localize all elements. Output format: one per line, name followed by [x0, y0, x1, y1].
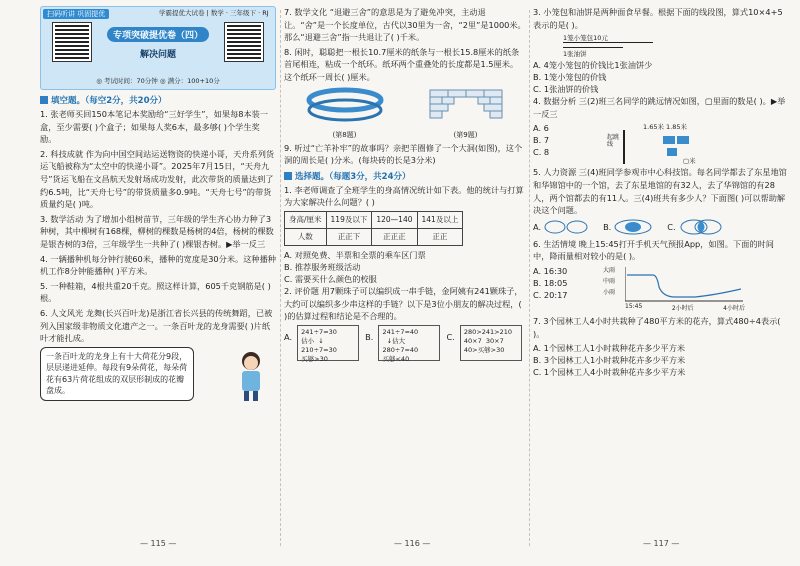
table-header: 119及以下 — [326, 211, 372, 228]
mc-question-2: 2. 评价题 用7颗珠子可以编织成一串手链，金阿姨有241颗珠子，大约可以编织多少串这样的手链？以下是3位小朋友的解决过程，( )的估算过程和结论是不合理的。 — [284, 285, 523, 322]
question-4: 4. 一辆播种机每分钟行驶60米，播种的宽度是30分米。这种播种机工作8分钟能播种( )平方米。 — [40, 253, 276, 277]
option-a[interactable]: A. 4笼小笼包的价钱比1张油饼少 — [533, 60, 653, 71]
table-cell: 正正 — [417, 228, 463, 245]
exam-subtitle: 解决问题 — [139, 50, 176, 60]
question-3: 3. 数学活动 为了增加小组树苗节，三年级的学生齐心协力种了3种树，其中柳树有168棵，柳树的棵数是杨树的4倍，杨树的棵数是银杏树的3倍，三年级学生一共种了( )棵银杏树。▶举一反三 — [40, 213, 274, 249]
chart-label: 起跳线 — [607, 134, 620, 149]
option-box[interactable]: 241÷7≈40 ↓估大 280÷7=40 买够<40 — [378, 325, 440, 361]
axis-tick-label: 中雨 — [603, 277, 616, 285]
venn-subset-icon[interactable] — [613, 219, 653, 235]
table-cell: 人数 — [285, 228, 327, 245]
section-icon — [40, 96, 48, 104]
axis-tick-label: 小雨 — [603, 288, 616, 296]
axis-tick-label: 2小时后 — [671, 304, 694, 312]
option-c[interactable]: C. 8 — [533, 147, 550, 158]
qr-code-icon[interactable] — [53, 23, 91, 61]
option-a[interactable]: A. 6 — [533, 123, 549, 134]
question-9: 9. 听过“亡羊补牢”的故事吗？亲把羊圈修了一个大洞(如图)，这个洞的周长是( )分米。(每块砖的长是3分米) — [284, 142, 523, 166]
option-c[interactable]: C. 1张油饼的价钱 — [533, 84, 599, 95]
option-label[interactable]: B. — [365, 331, 374, 342]
chart-label: 1.65米 1.85米 — [643, 123, 688, 132]
table-header: 120—140 — [372, 211, 417, 228]
axis-tick-label: 大雨 — [603, 266, 616, 274]
table-cell: 正正下 — [326, 228, 372, 245]
figure-caption: (第9题) — [453, 130, 478, 139]
mc-question-6: 6. 生活情境 晚上15:45打开手机天气预报App，如图。下面的时间中，降雨量相对较小的是( )。 — [533, 238, 774, 262]
option-label[interactable]: C. — [446, 331, 455, 342]
footprint-icon — [663, 136, 675, 144]
exam-info: ◎ 考试时间：70分钟 ◎ 满分：100+10分 — [96, 77, 220, 85]
option-b[interactable]: B. 1笼小笼包的价钱 — [533, 72, 607, 83]
height-table — [284, 211, 463, 246]
jump-chart — [603, 122, 723, 166]
option-c[interactable]: C. 需要买什么颜色的校服 — [284, 273, 377, 284]
question-5: 5. 一种鞋箱，4根共重20千克。照这样计算，605千克钢筋是( )根。 — [40, 280, 271, 304]
segment-label: 1笼小笼包10元 — [563, 34, 608, 43]
question-2: 2. 科技成就 作为向中国空间站运送物资的快递小哥，天舟系列货运飞船被称为“太空中的快递小哥”。2025年7月15日，“天舟九号”货运飞船在文昌航天发射场成功发射，此次带货的质量达到了约6.5吨，比“天舟七号”的带货质量多0.9吨。“天舟七号”的带货质量约是( )吨。 — [40, 148, 275, 210]
figures-8-9 — [284, 86, 526, 140]
option-c[interactable]: C. 20:17 — [533, 289, 568, 300]
unit-label: 米 — [689, 157, 696, 166]
mc-question-1: 1. 李老师调查了全班学生的身高情况统计如下表。他的统计与打算为大家解决什么问题？( ) — [284, 184, 524, 208]
footprint-icon — [677, 136, 689, 144]
option-b[interactable]: B. 7 — [533, 135, 550, 146]
venn-overlap-icon[interactable] — [678, 219, 724, 235]
line-segment-diagram — [563, 33, 790, 59]
brick-wall-icon — [426, 86, 506, 126]
option-label[interactable]: C. — [667, 221, 676, 232]
venn-options — [533, 219, 790, 235]
question-6: 6. 人文风光 龙舞(长兴百叶龙)是浙江省长兴县的传统舞蹈，已被列入国家级非物质文化遗产之一。一条百叶龙的龙身需要( )片纸叶才能扎成。 — [40, 307, 273, 344]
option-a[interactable]: A. 对照免费、半票和全票的乘车区门票 — [284, 249, 426, 260]
section-multiple-choice — [284, 170, 526, 182]
axis-tick-label: 4小时后 — [723, 304, 745, 312]
section-label: 选择题。（每题3分，共24分） — [295, 171, 411, 182]
table-header: 身高/厘米 — [285, 211, 327, 228]
exam-header-card — [40, 6, 276, 90]
segment-label: 1张油饼 — [563, 50, 587, 59]
rainfall-curve — [625, 267, 745, 303]
option-b[interactable]: B. 18:05 — [533, 277, 568, 288]
option-box[interactable]: 241÷7≈30 估小 ↓ 210÷7=30 买够>30 — [297, 325, 359, 361]
page-number: — 117 — — [643, 539, 680, 548]
section-fill-blank — [40, 94, 276, 106]
option-label[interactable]: A. — [284, 331, 293, 342]
section-label: 填空题。（每空2分，共20分） — [51, 96, 167, 106]
venn-disjoint-icon[interactable] — [543, 219, 589, 235]
exam-title: 专项突破提优卷（四） — [107, 27, 209, 42]
segment-bar — [563, 47, 623, 48]
option-c[interactable]: C. 1个园林工人4小时栽种花卉多少平方米 — [533, 367, 686, 378]
page-number: — 115 — — [140, 539, 177, 548]
question-1: 1. 张老师买回150本笔记本奖励给“三好学生”，如果每8本装一盒，至少需要( )个盒子；如果每人奖6本，最多够( )个学生奖励。 — [40, 109, 269, 145]
section-icon — [284, 172, 292, 180]
table-header: 141及以上 — [417, 211, 463, 228]
qr-ribbon: 扫码听讲 巩固提优 — [43, 9, 109, 19]
option-label[interactable]: B. — [603, 221, 612, 232]
question-8: 8. 闲时，聪聪把一根长10.7厘米的纸条与一根长15.8厘米的纸条首尾相连，粘成一个纸环。纸环两个重叠处的长度都是1.5厘米。这个纸环一周长( )厘米。 — [284, 46, 520, 82]
mc-question-5: 5. 人力资源 三(4)班同学参观市中心科技馆。每名同学都去了东星地馆和华锦馆中的一个馆，去了东星地馆的有32人，去了华锦馆的有28人，两个馆都去的有11人。三(4)班共有多少人？下面图( )可以帮助解决这个问题。 — [533, 167, 787, 216]
segment-bar — [563, 42, 653, 43]
option-a[interactable]: A. 1个园林工人1小时栽种花卉多少平方米 — [533, 343, 686, 354]
question-7: 7. 数学文化 “退避三舍”的意思是为了避免冲突，主动退让。“舍”是一个长度单位，古代以30里为一舍，“2里”是1000米。那么“退避三舍”指一共退让了( )千米。 — [284, 7, 526, 43]
table-cell: 正正正 — [372, 228, 417, 245]
jump-line — [623, 130, 625, 164]
option-b[interactable]: B. 推荐服务班级活动 — [284, 261, 361, 272]
answer-box: ▢米 — [683, 157, 696, 166]
mc-question-7: 7. 3个园林工人4小时共栽种了480平方米的花卉，算式480÷4表示( )。 — [533, 315, 781, 339]
qr-code-icon[interactable] — [225, 23, 263, 61]
page-divider — [280, 10, 282, 546]
footprint-icon — [667, 148, 677, 156]
paper-ring-icon — [305, 86, 385, 126]
estimation-options — [284, 325, 526, 361]
page-divider — [529, 10, 531, 546]
page-number: — 116 — — [394, 539, 431, 548]
option-a[interactable]: A. 16:30 — [533, 265, 568, 276]
axis-tick-label: 15:45 — [625, 302, 643, 310]
option-label[interactable]: A. — [533, 221, 542, 232]
option-box[interactable]: 280>241>210 40×7 30×7 40>买够>30 — [460, 325, 522, 361]
book-meta: 学霸提优大试卷 | 数学 · 三年级下 · RJ — [159, 9, 269, 17]
figure-caption: (第8题) — [332, 130, 357, 139]
mc-question-4: 4. 数据分析 三(2)班三名同学的跳远情况如图，▢里面的数是( )。▶举一反三 — [533, 96, 786, 119]
dragon-callout: 一条百叶龙的龙身上有十大荷花分9段，层层递进延伸。每段有9朵荷花，每朵荷花有63片荷花组成的双层形制成的花瓣盘成。 — [40, 347, 194, 401]
page-117 — [533, 6, 790, 550]
option-b[interactable]: B. 3个园林工人1小时栽种花卉多少平方米 — [533, 355, 686, 366]
girl-illustration-icon — [232, 349, 270, 403]
page-116 — [284, 6, 526, 550]
mc-question-3: 3. 小笼包和油饼是两种面食早餐。根据下面的线段图，算式10×4+5表示的是( )。 — [533, 7, 783, 30]
rainfall-chart — [603, 265, 753, 315]
page-115 — [40, 6, 276, 550]
